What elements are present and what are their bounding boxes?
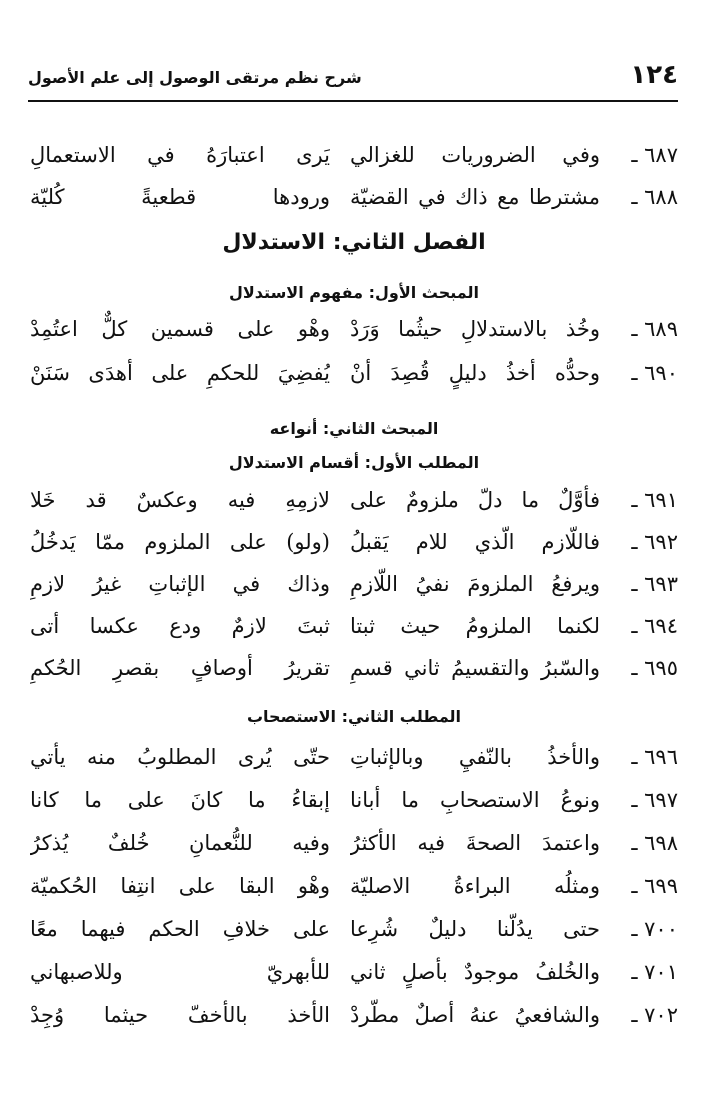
verse-second-hemistich: إبقاءُ ما كانَ على ما كانا <box>30 788 330 812</box>
verse-first-hemistich: والأخذُ بالنّفيِ وبالإثباتِ <box>350 745 600 769</box>
verse-second-hemistich: وفيه للنُّعمانِ خُلفٌ يُذكرُ <box>30 831 330 855</box>
verse-number: ٧٠٠ ـ <box>631 917 678 941</box>
verse-line <box>30 647 678 689</box>
verse-first-hemistich: وفي الضروريات للغزالي <box>350 143 600 167</box>
verse-line <box>30 352 678 394</box>
verse-line <box>30 779 678 821</box>
verse-first-hemistich: ومثلُه البراءةُ الاصليّة <box>350 874 600 898</box>
verse-line <box>30 521 678 563</box>
verse-first-hemistich: وحدُّه أخذُ دليلٍ قُصِدَ أنْ <box>350 361 600 385</box>
subsection-title: المطلب الأول: أقسام الاستدلال <box>228 453 480 472</box>
verse-number: ٦٩٤ ـ <box>631 614 678 638</box>
verse-number: ٦٩٣ ـ <box>631 572 678 596</box>
verse-second-hemistich: الأخذ بالأخفّ حيثما وُجِدْ <box>30 1003 330 1027</box>
page-header <box>28 60 678 102</box>
verse-second-hemistich: يَرى اعتبارَهُ في الاستعمالِ <box>30 143 330 167</box>
verse-line <box>30 479 678 521</box>
verse-number: ٦٩٠ ـ <box>631 361 678 385</box>
verse-line <box>30 563 678 605</box>
verse-first-hemistich: حتى يدُلّنا دليلٌ شُرِعا <box>350 917 600 941</box>
verse-number: ٦٩٨ ـ <box>631 831 678 855</box>
verse-second-hemistich: للأبهريّ وللاصبهاني <box>30 960 330 984</box>
verse-line <box>30 951 678 993</box>
verse-first-hemistich: والخُلفُ موجودٌ بأصلٍ ثاني <box>350 960 600 984</box>
verse-number: ٦٩٢ ـ <box>631 530 678 554</box>
verse-first-hemistich: فاللّازم الّذي للام يَقبلُ <box>350 530 600 554</box>
verse-number: ٦٩٦ ـ <box>631 745 678 769</box>
chapter-title: الفصل الثاني: الاستدلال <box>222 230 486 255</box>
verse-line <box>30 736 678 778</box>
verse-first-hemistich: ونوعُ الاستصحابِ ما أبانا <box>350 788 600 812</box>
verse-second-hemistich: حتّى يُرى المطلوبُ منه يأتي <box>30 745 330 769</box>
verse-number: ٧٠١ ـ <box>631 960 678 984</box>
verse-second-hemistich: (ولو) على الملزوم ممّا يَدخُلُ <box>30 530 330 554</box>
verse-number: ٦٨٩ ـ <box>631 317 678 341</box>
verse-number: ٦٩٥ ـ <box>631 656 678 680</box>
verse-number: ٦٨٨ ـ <box>631 185 678 209</box>
verse-second-hemistich: على خلافِ الحكم فيهما معًا <box>30 917 330 941</box>
verse-first-hemistich: لكنما الملزومُ حيث ثبتا <box>350 614 600 638</box>
verse-line <box>30 176 678 218</box>
verse-line <box>30 908 678 950</box>
verse-line <box>30 994 678 1036</box>
verse-first-hemistich: مشترطا مع ذاك في القضيّة <box>350 185 600 209</box>
verse-second-hemistich: وهْو على قسمين كلٌّ اعتُمِدْ <box>30 317 330 341</box>
verse-line <box>30 605 678 647</box>
verse-first-hemistich: والسّبرُ والتقسيمُ ثاني قسمِ <box>350 656 600 680</box>
verse-first-hemistich: والشافعيُ عنهُ أصلٌ مطّردْ <box>350 1003 600 1027</box>
verse-first-hemistich: واعتمدَ الصحةَ فيه الأكثرُ <box>350 831 600 855</box>
verse-second-hemistich: ثبتَ لازمٌ ودع عكسا أتى <box>30 614 330 638</box>
verse-line <box>30 308 678 350</box>
verse-number: ٦٩٧ ـ <box>631 788 678 812</box>
verse-second-hemistich: يُفضِيَ للحكمِ على أهدَى سَنَنْ <box>30 361 330 385</box>
verse-second-hemistich: وذاك في الإثباتِ غيرُ لازمِ <box>30 572 330 596</box>
verse-number: ٦٨٧ ـ <box>631 143 678 167</box>
subsection-title: المطلب الثاني: الاستصحاب <box>246 707 462 726</box>
verse-number: ٦٩١ ـ <box>631 488 678 512</box>
verse-first-hemistich: ويرفعُ الملزومَ نفيُ اللّازمِ <box>350 572 600 596</box>
verse-second-hemistich: تقريرُ أوصافٍ بقصرِ الحُكمِ <box>30 656 330 680</box>
verse-line <box>30 822 678 864</box>
verse-line <box>30 865 678 907</box>
verse-line <box>30 134 678 176</box>
page-number: ١٢٤ <box>630 60 678 90</box>
verse-number: ٧٠٢ ـ <box>631 1003 678 1027</box>
verse-second-hemistich: لازمِهِ فيه وعكسٌ قد خَلا <box>30 488 330 512</box>
section-title: المبحث الأول: مفهوم الاستدلال <box>229 283 479 302</box>
verse-second-hemistich: وهْو البقا على انتِفا الحُكميّة <box>30 874 330 898</box>
verse-second-hemistich: ورودها قطعيةً كُليّة <box>30 185 330 209</box>
verse-first-hemistich: وخُذ بالاستدلالِ حيثُما وَرَدْ <box>350 317 600 341</box>
verse-number: ٦٩٩ ـ <box>631 874 678 898</box>
verse-first-hemistich: فأوَّلٌ ما دلّ ملزومٌ على <box>350 488 600 512</box>
running-title: شرح نظم مرتقى الوصول إلى علم الأصول <box>28 68 362 87</box>
section-title: المبحث الثاني: أنواعه <box>269 419 439 438</box>
